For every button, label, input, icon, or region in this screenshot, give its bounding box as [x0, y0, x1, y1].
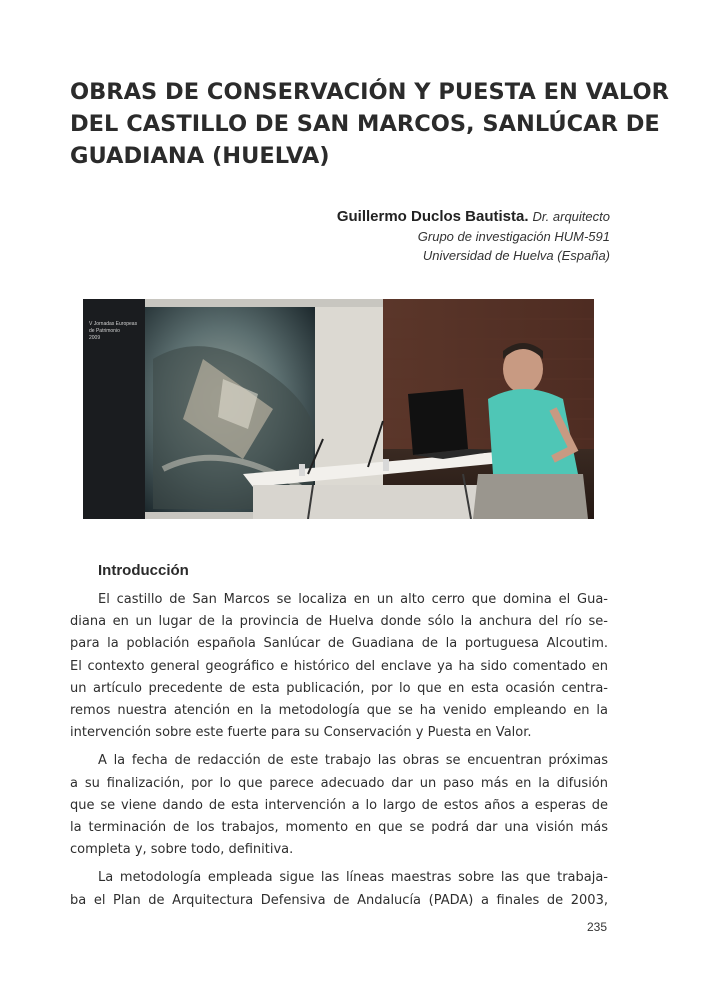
text-line: la terminación de los trabajos, momento en que se podrá dar una visión más [70, 820, 608, 836]
university: Universidad de Huelva (España) [422, 248, 610, 263]
slide-caption: de Patrimonio [89, 328, 120, 334]
text-line: para la población española Sanlúcar de Guadiana de la portuguesa Alcoutim. [70, 636, 608, 652]
paragraph [70, 750, 608, 861]
text-line: intervención sobre este fuerte para su Conservación y Puesta en Valor. [70, 725, 532, 741]
page-number: 235 [586, 920, 607, 934]
title-line: DEL CASTILLO DE SAN MARCOS, SANLÚCAR DE [70, 111, 660, 137]
text-line: El contexto general geográfico e histórico del enclave ya ha sido comentado en [70, 658, 608, 674]
author-block [190, 206, 610, 265]
author-line [190, 206, 610, 227]
text-line: A la fecha de redacción de este trabajo las obras se encuentran próximas [98, 753, 608, 769]
title-line: GUADIANA (HUELVA) [70, 143, 330, 169]
slide-caption: V Jornadas Europeas [89, 321, 138, 327]
paragraph [70, 589, 608, 744]
article-body [70, 589, 608, 918]
text-line: un artículo precedente de esta publicación, por lo que en esta ocasión centra- [70, 680, 608, 696]
conference-photo [83, 299, 594, 519]
text-line: a su finalización, por lo que parece adecuado dar un paso más en la difusión [70, 775, 608, 791]
research-group: Grupo de investigación HUM-591 [417, 229, 610, 244]
article-title [70, 76, 669, 172]
text-line: ba el Plan de Arquitectura Defensiva de Andalucía (PADA) a finales de 2003, [70, 892, 608, 908]
paragraph [70, 867, 608, 911]
text-line: El castillo de San Marcos se localiza en un alto cerro que domina el Gua- [98, 592, 608, 607]
author-name: Guillermo Duclos Bautista. [336, 208, 529, 225]
author-role: Dr. arquitecto [532, 209, 610, 224]
section-heading: Introducción [98, 562, 189, 579]
text-line: que se viene dando de esta intervención a lo largo de estos años a esperas de [70, 797, 608, 813]
text-line: completa y, sobre todo, definitiva. [70, 842, 294, 858]
text-line: La metodología empleada sigue las líneas maestras sobre las que trabaja- [98, 870, 608, 886]
text-line: diana en un lugar de la provincia de Huelva donde sólo la anchura del río se- [70, 614, 608, 630]
title-line: OBRAS DE CONSERVACIÓN Y PUESTA EN VALOR [70, 79, 669, 105]
text-line: remos nuestra atención en la metodología que se ha venido empleando en la [70, 703, 608, 719]
slide-caption: 2009 [89, 335, 101, 341]
